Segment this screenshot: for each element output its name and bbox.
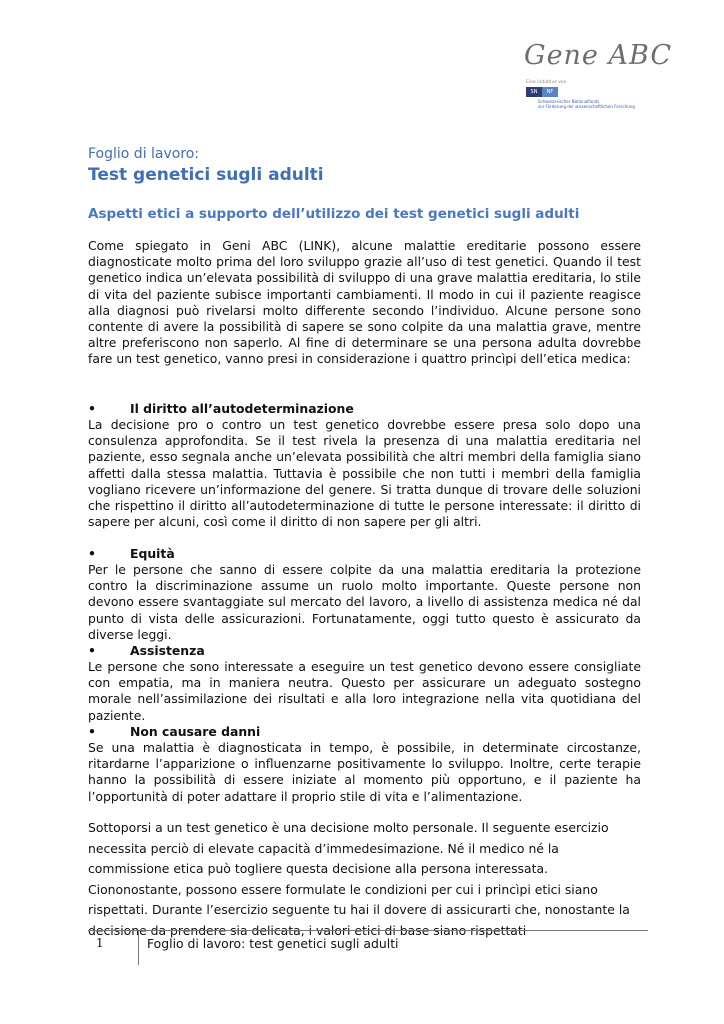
bullet-icon: • [88, 724, 96, 739]
section-body-autodeterminazione: La decisione pro o contro un test genetico dovrebbe essere presa solo dopo una consulenza approfondita. Se il test rivela la presenza di una malattia ereditaria nel paziente, esso segnala anche un’elevata possibilità che altri membri della famiglia siano affetti dalla stessa malattia. Tuttavia è possibile che non tutti i membri della famiglia vogliano ricevere un’informazione del genere. Si tratta dunque di trovare delle soluzioni che rispettino il diritto all’autodeterminazione di tutte le persone interessate: il diritto di sapere per alcuni, così come il diritto di non sapere per gli altri. [88, 417, 641, 530]
closing-paragraph: Sottoporsi a un test genetico è una decisione molto personale. Il seguente esercizio necessita perciò di elevate capacità d’immedesimazione. Né il medico né la commissione etica può togliere questa decisione alla persona interessata. Ciononostante, possono essere formulate le condizioni per cui i princìpi etici siano rispettati. Durante l’esercizio seguente tu hai il dovere di assicurarti che, nonostante la decisione da prendere sia delicata, i valori etici di base siano rispettati [88, 820, 630, 938]
section-heading-autodeterminazione [88, 401, 354, 417]
snf-mark-right: NF [542, 87, 558, 97]
snf-mark-left: SN [526, 87, 542, 97]
document-kicker: Foglio di lavoro: [88, 146, 200, 162]
logo-wordmark: Gene ABC [524, 40, 672, 71]
section-heading-text: Non causare danni [130, 724, 261, 739]
section-heading-non-causare-danni [88, 724, 260, 740]
logo-organization [538, 99, 635, 109]
bullet-icon: • [88, 546, 96, 561]
document-title: Test genetici sugli adulti [88, 165, 324, 185]
section-heading-equita [88, 546, 175, 562]
footer-title: Foglio di lavoro: test genetici sugli adulti [147, 936, 399, 951]
section-heading-text: Equità [130, 546, 175, 561]
page-number: 1 [96, 936, 104, 950]
section-heading-text: Assistenza [130, 643, 205, 658]
section-body-non-causare-danni: Se una malattia è diagnosticata in tempo, è possibile, in determinate circostanze, ritardarne l’apparizione o influenzarne positivamente lo sviluppo. Inoltre, certe terapie hanno la possibilità di essere iniziate al momento più opportuno, e il paziente ha l’opportunità di poter adattare il proprio stile di vita e l’alimentazione. [88, 740, 641, 804]
section-body-assistenza: Le persone che sono interessate a eseguire un test genetico devono essere consigliate con empatia, ma in maniera neutra. Questo per assicurare un adeguato sostegno morale nell’assimilazione dei risultati e alla loro integrazione nella vita quotidiana del paziente. [88, 659, 641, 723]
logo-tagline: Eine Initiative von [526, 80, 567, 85]
document-subtitle: Aspetti etici a supporto dell’utilizzo dei test genetici sugli adulti [88, 206, 580, 222]
section-heading-assistenza [88, 643, 205, 659]
section-body-equita: Per le persone che sanno di essere colpite da una malattia ereditaria la protezione contro la discriminazione assume un ruolo molto importante. Queste persone non devono essere svantaggiate sul mercato del lavoro, a livello di assistenza medica né dal punto di vista delle assicurazioni. Fortunatamente, oggi tutto questo è assicurato da diverse leggi. [88, 562, 641, 642]
section-heading-text: Il diritto all’autodeterminazione [130, 401, 354, 416]
intro-paragraph: Come spiegato in Geni ABC (LINK), alcune malattie ereditarie possono essere diagnosticate molto prima del loro sviluppo grazie all’uso di test genetici. Quando il test genetico indica un’elevata possibilità di sviluppo di una grave malattia ereditaria, lo stile di vita del paziente subisce importanti cambiamenti. Il modo in cui il paziente reagisce alla diagnosi può rivelarsi molto differente secondo l’individuo. Alcune persone sono contente di avere la possibilità di sapere se sono colpite da una malattia grave, mentre altre preferiscono non saperlo. Al fine di determinare se una persona adulta dovrebbe fare un test genetico, vanno presi in considerazione i quattro princìpi dell’etica medica: [88, 238, 641, 367]
footer-rule [88, 930, 648, 931]
snf-logo-icon [526, 87, 558, 97]
bullet-icon: • [88, 643, 96, 658]
footer-divider [138, 931, 139, 965]
gene-abc-logo [524, 40, 672, 115]
logo-org-line-2: zur Förderung der wissenschaftlichen Forschung [538, 104, 635, 109]
logo-org-line-1: Schweizerischer Nationalfonds [538, 99, 600, 104]
bullet-icon: • [88, 401, 96, 416]
